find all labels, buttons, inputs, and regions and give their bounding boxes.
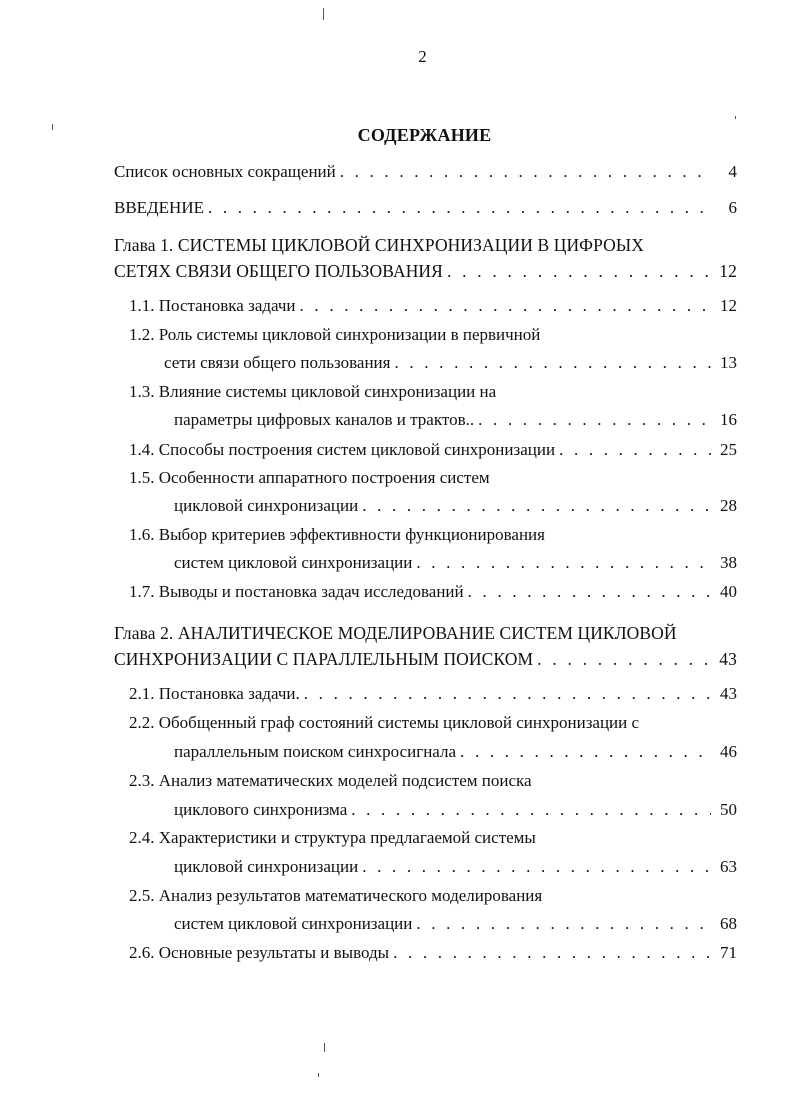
dot-leader	[351, 800, 711, 820]
chapter-2-title-line1[interactable]: Глава 2. АНАЛИТИЧЕСКОЕ МОДЕЛИРОВАНИЕ СИСТЕМ ЦИКЛОВОЙ	[114, 623, 677, 643]
scan-speck	[735, 116, 736, 119]
entry-page: 63	[720, 857, 737, 876]
entry-page: 71	[720, 943, 737, 962]
chapter-1-title-line2: СЕТЯХ СВЯЗИ ОБЩЕГО ПОЛЬЗОВАНИЯ	[114, 261, 443, 281]
scan-speck	[323, 8, 324, 20]
entry-page: 12	[720, 296, 737, 315]
toc-entry-1-2-line1[interactable]: 1.2. Роль системы цикловой синхронизации в первичной	[129, 325, 541, 344]
entry-label: параллельным поиском синхросигнала	[174, 742, 457, 761]
dot-leader	[468, 582, 711, 602]
entry-page: 40	[720, 582, 737, 601]
dot-leader	[304, 684, 711, 704]
toc-entry-1-7[interactable]	[129, 582, 737, 602]
dot-leader	[559, 440, 711, 460]
chapter-2-title-line2: СИНХРОНИЗАЦИИ С ПАРАЛЛЕЛЬНЫМ ПОИСКОМ	[114, 649, 534, 669]
page-number: 2	[418, 47, 427, 66]
dot-leader	[208, 198, 711, 218]
scan-speck	[52, 124, 53, 130]
toc-entry-2-6[interactable]	[129, 943, 737, 963]
toc-entry-2-2[interactable]	[174, 742, 737, 762]
dot-leader	[394, 353, 711, 373]
dot-leader	[393, 943, 711, 963]
entry-label: систем цикловой синхронизации	[174, 553, 413, 572]
entry-page: 46	[720, 742, 737, 761]
dot-leader	[537, 649, 711, 669]
toc-entry-2-5[interactable]	[174, 914, 737, 934]
toc-entry-abbreviations[interactable]	[114, 162, 737, 182]
toc-entry-2-2-line1[interactable]: 2.2. Обобщенный граф состояний системы цикловой синхронизации с	[129, 713, 640, 732]
entry-label: 2.6. Основные результаты и выводы	[129, 943, 390, 962]
entry-label: ВВЕДЕНИЕ	[114, 198, 204, 217]
toc-entry-2-1[interactable]	[129, 684, 737, 704]
scan-speck	[324, 1043, 325, 1052]
entry-label: цикловой синхронизации	[174, 496, 359, 515]
entry-page: 13	[720, 353, 737, 372]
toc-entry-chapter-2[interactable]	[114, 649, 737, 669]
dot-leader	[460, 742, 711, 762]
dot-leader	[362, 857, 711, 877]
toc-entry-1-2[interactable]	[164, 353, 737, 373]
entry-label: параметры цифровых каналов и трактов..	[174, 410, 475, 429]
toc-entry-chapter-1[interactable]	[114, 261, 737, 281]
toc-entry-2-5-line1[interactable]: 2.5. Анализ результатов математического моделирования	[129, 886, 543, 905]
toc-entry-2-4[interactable]	[174, 857, 737, 877]
entry-page: 4	[728, 162, 737, 181]
entry-page: 12	[719, 261, 737, 281]
dot-leader	[478, 410, 711, 430]
dot-leader	[416, 553, 711, 573]
toc-entry-2-3-line1[interactable]: 2.3. Анализ математических моделей подсистем поиска	[129, 771, 532, 790]
toc-entry-2-4-line1[interactable]: 2.4. Характеристики и структура предлагаемой системы	[129, 828, 536, 847]
entry-label: сети связи общего пользования	[164, 353, 391, 372]
toc-entry-1-6-line1[interactable]: 1.6. Выбор критериев эффективности функционирования	[129, 525, 545, 544]
entry-label: 2.1. Постановка задачи.	[129, 684, 300, 703]
entry-label: 1.7. Выводы и постановка задач исследований	[129, 582, 464, 601]
entry-page: 6	[728, 198, 737, 217]
entry-page: 68	[720, 914, 737, 933]
entry-page: 16	[720, 410, 737, 429]
toc-entry-2-3[interactable]	[174, 800, 737, 820]
entry-label: 1.4. Способы построения систем цикловой синхронизации	[129, 440, 556, 459]
entry-label: систем цикловой синхронизации	[174, 914, 413, 933]
entry-label: цикловой синхронизации	[174, 857, 359, 876]
toc-entry-1-5-line1[interactable]: 1.5. Особенности аппаратного построения систем	[129, 468, 490, 487]
dot-leader	[362, 496, 711, 516]
entry-page: 43	[719, 649, 737, 669]
dot-leader	[447, 261, 711, 281]
toc-entry-1-4[interactable]	[129, 440, 737, 460]
dot-leader	[340, 162, 711, 182]
toc-entry-1-3[interactable]	[174, 410, 737, 430]
entry-page: 43	[720, 684, 737, 703]
entry-page: 50	[720, 800, 737, 819]
toc-entry-introduction[interactable]	[114, 198, 737, 218]
entry-page: 38	[720, 553, 737, 572]
toc-entry-1-6[interactable]	[174, 553, 737, 573]
toc-entry-1-5[interactable]	[174, 496, 737, 516]
entry-label: циклового синхронизма	[174, 800, 348, 819]
entry-label: 1.1. Постановка задачи	[129, 296, 296, 315]
dot-leader	[300, 296, 711, 316]
scan-speck	[318, 1073, 319, 1077]
toc-title: СОДЕРЖАНИЕ	[357, 125, 492, 145]
entry-page: 25	[720, 440, 737, 459]
entry-page: 28	[720, 496, 737, 515]
dot-leader	[416, 914, 711, 934]
entry-label: Список основных сокращений	[114, 162, 336, 181]
toc-entry-1-3-line1[interactable]: 1.3. Влияние системы цикловой синхронизации на	[129, 382, 497, 401]
toc-entry-1-1[interactable]	[129, 296, 737, 316]
chapter-1-title-line1[interactable]: Глава 1. СИСТЕМЫ ЦИКЛОВОЙ СИНХРОНИЗАЦИИ В ЦИФРОЫХ	[114, 235, 644, 255]
